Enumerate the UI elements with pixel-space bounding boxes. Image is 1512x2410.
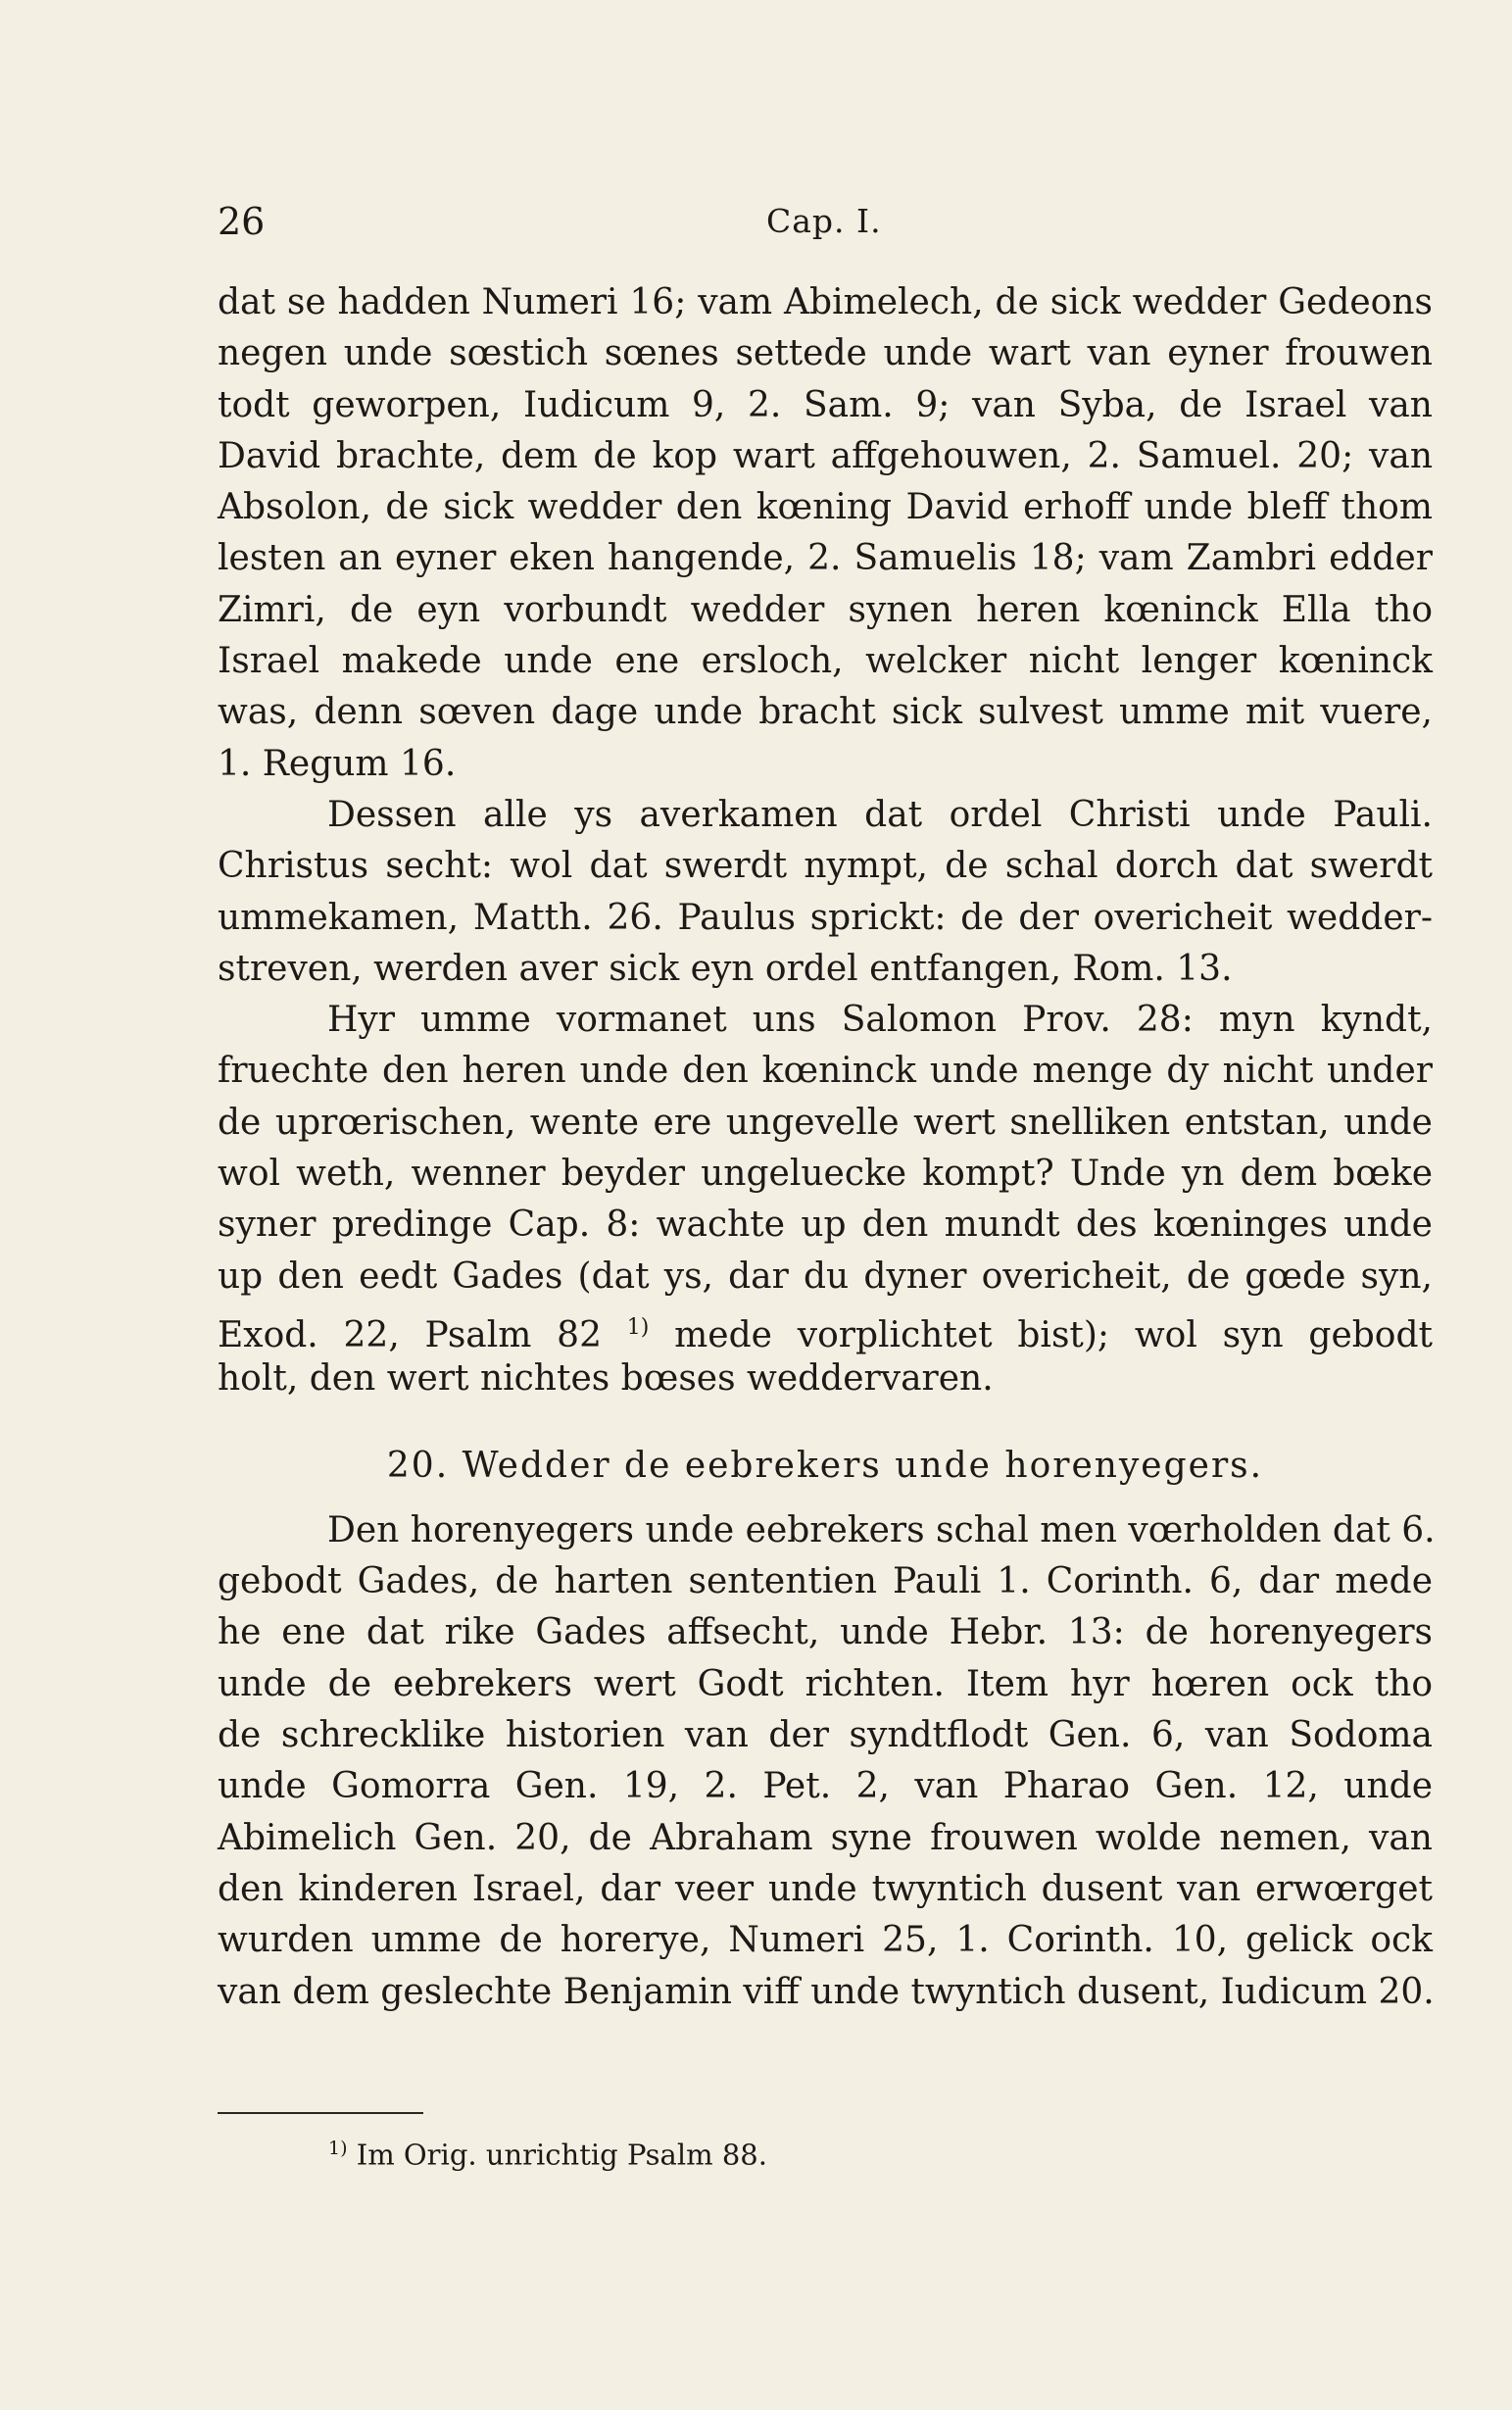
footnote-text: Im Orig. unrichtig Psalm 88. [347, 2138, 767, 2172]
text-line: gebodt Gades, de harten sententien Pauli 1. Corinth. 6, dar mede [218, 1561, 1433, 1602]
text-line: Hyr umme vormanet uns Salomon Prov. 28: myn kyndt, [327, 1000, 1433, 1041]
text-line: 1. Regum 16. [218, 743, 457, 784]
text-fragment: mede vorplichtet bist); wol syn gebodt [649, 1314, 1433, 1355]
page-number: 26 [218, 200, 266, 243]
footnote-divider [218, 2112, 423, 2114]
text-line: lesten an eyner eken hangende, 2. Samuelis 18; vam Zambri edder [218, 538, 1433, 579]
text-line: de schrecklike historien van der syndtflodt Gen. 6, van Sodoma [218, 1715, 1433, 1756]
text-line: Dessen alle ys averkamen dat ordel Christi unde Pauli. [327, 794, 1433, 835]
text-line: wol weth, wenner beyder ungeluecke kompt? Unde yn dem bœke [218, 1154, 1433, 1195]
text-line: he ene dat rike Gades affsecht, unde Hebr. 13: de horenyegers [218, 1612, 1433, 1653]
text-line: up den eedt Gades (dat ys, dar du dyner overicheit, de gœde syn, [218, 1255, 1433, 1297]
text-line: unde Gomorra Gen. 19, 2. Pet. 2, van Pharao Gen. 12, unde [218, 1766, 1433, 1807]
text-line: syner predinge Cap. 8: wachte up den mundt des kœninges unde [218, 1205, 1433, 1246]
section-heading: 20. Wedder de eebrekers unde horenyegers. [386, 1445, 1264, 1486]
text-line: Den horenyegers unde eebrekers schal men vœrholden dat 6. [327, 1509, 1436, 1550]
text-line: David brachte, dem de kop wart affgehouwen, 2. Samuel. 20; van [218, 435, 1433, 476]
text-line: was, denn sœven dage unde bracht sick sulvest umme mit vuere, [218, 692, 1433, 733]
text-line: unde de eebrekers wert Godt richten. Item hyr hœren ock tho [218, 1663, 1433, 1704]
text-line: holt, den wert nichtes bœses weddervaren. [218, 1358, 994, 1400]
text-line: Zimri, de eyn vorbundt wedder synen heren kœninck Ella tho [218, 589, 1433, 630]
text-line: negen unde sœstich sœnes settede unde wart van eyner frouwen [218, 333, 1433, 374]
footnote [328, 2129, 767, 2175]
text-line: de uprœrischen, wente ere ungevelle wert snelliken entstan, unde [218, 1102, 1433, 1143]
text-line: ummekamen, Matth. 26. Paulus sprickt: de der overicheit wedder- [218, 897, 1433, 938]
text-line: streven, werden aver sick eyn ordel entfangen, Rom. 13. [218, 948, 1233, 989]
text-line: todt geworpen, Iudicum 9, 2. Sam. 9; van Syba, de Israel van [218, 384, 1433, 425]
text-line: wurden umme de horerye, Numeri 25, 1. Corinth. 10, gelick ock [218, 1920, 1433, 1961]
text-line: van dem geslechte Benjamin viff unde twyntich dusent, Iudicum 20. [218, 1971, 1435, 2012]
page-header [218, 196, 1433, 255]
text-fragment: Exod. 22, Psalm 82 [218, 1314, 602, 1355]
text-line: Absolon, de sick wedder den kœning David erhoff unde bleff thom [218, 487, 1433, 528]
text-line-with-footnote [218, 1303, 1433, 1353]
text-line: fruechte den heren unde den kœninck unde menge dy nicht under [218, 1051, 1433, 1092]
footnote-marker: 1) [328, 2138, 348, 2159]
text-line: dat se hadden Numeri 16; vam Abimelech, de sick wedder Gedeons [218, 282, 1433, 322]
body-text [218, 277, 1436, 2018]
text-line: den kinderen Israel, dar veer unde twyntich dusent van erwœrget [218, 1868, 1433, 1909]
running-head: Cap. I. [766, 202, 882, 240]
text-line: Christus secht: wol dat swerdt nympt, de schal dorch dat swerdt [218, 846, 1433, 887]
text-line: Israel makede unde ene ersloch, welcker nicht lenger kœninck [218, 641, 1433, 682]
footnote-reference: 1) [626, 1314, 650, 1340]
text-line: Abimelich Gen. 20, de Abraham syne frouwen wolde nemen, van [218, 1817, 1433, 1858]
